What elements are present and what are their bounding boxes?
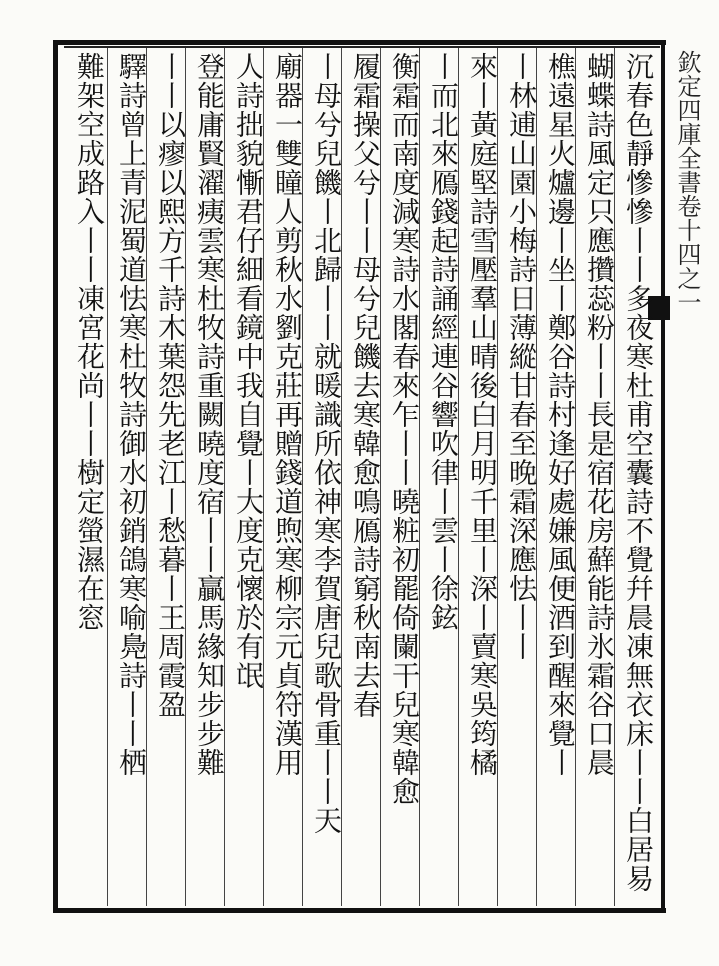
text-column-15: 難架空成路入丨丨凍宮花尚丨丨樹定螢濕在窓 xyxy=(73,52,106,632)
text-column-7: 衡霜而南度減寒詩水閣春來乍丨丨曉粧初罷倚闌干兒寒韓愈 xyxy=(388,52,421,806)
text-column-10: 廟器一雙瞳人剪秋水劉克莊再贈錢道煦寒柳宗元貞符漢用 xyxy=(271,52,304,777)
frame-left-border xyxy=(53,40,58,913)
text-column-9: 丨母兮兒饑丨北歸丨丨就暖識所依神寒李賀唐兒歌骨重丨丨天 xyxy=(310,52,343,835)
text-column-5: 來丨黃庭堅詩雪壓羣山晴後白月明千里丨深丨賣寒吳筠橘 xyxy=(466,52,499,777)
text-column-14: 驛詩曾上青泥蜀道怯寒杜牧詩御水初銷鴿寒喻鳧詩丨丨栖 xyxy=(115,52,148,777)
text-column-1: 沉春色靜慘慘丨丨多夜寒杜甫空囊詩不覺幷晨凍無衣床丨丨白居易 xyxy=(622,52,655,893)
text-column-2: 蝴蝶詩風定只應攢蕊粉丨丨長是宿花房蘚能詩氷霜谷口晨 xyxy=(583,52,616,777)
frame-inner-top-line xyxy=(64,46,660,48)
text-column-4: 丨林逋山園小梅詩日薄縱甘春至晚霜深應怯丨丨 xyxy=(505,52,538,661)
text-column-11: 人詩拙貌慚君仔細看鏡中我自覺丨大度克懷於有氓 xyxy=(232,52,265,690)
frame-top-border xyxy=(53,40,666,45)
frame-bottom-border xyxy=(53,908,666,913)
margin-header: 欽定四庫全書卷十四之一 xyxy=(673,50,701,314)
text-column-3: 樵遠星火爐邊丨坐丨鄭谷詩村逢好處嫌風便酒到醒來覺丨 xyxy=(544,52,577,777)
text-column-13: 丨丨以瘳以熙方千詩木葉怨先老江丨愁暮丨王周霞盈 xyxy=(154,52,187,719)
frame-right-border xyxy=(661,40,665,913)
text-column-8: 履霜操父兮丨丨母兮兒饑去寒韓愈鳴鴈詩窮秋南去春 xyxy=(349,52,382,719)
text-column-6: 丨而北來鴈錢起詩誦經連谷響吹律丨雲丨徐鉉 xyxy=(427,52,460,632)
text-column-12: 登能庸賢濯痍雲寒杜牧詩重闕曉度宿丨丨贏馬緣知步步難 xyxy=(193,52,226,777)
